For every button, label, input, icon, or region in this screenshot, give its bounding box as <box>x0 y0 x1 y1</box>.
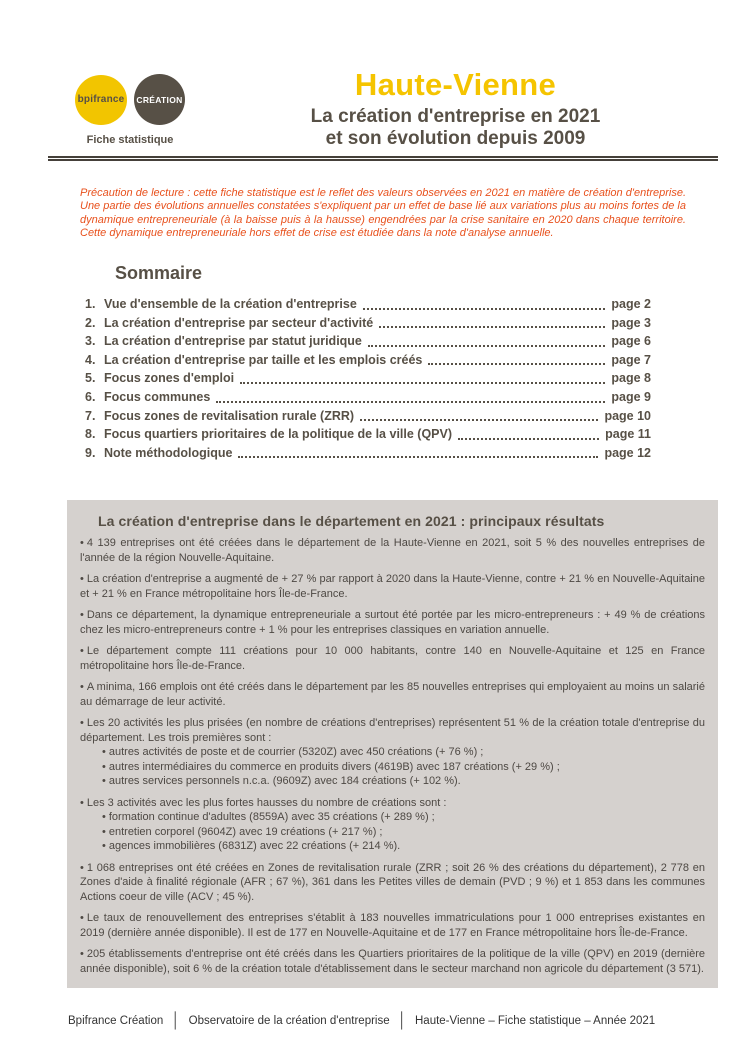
result-bullet-text: 1 068 entreprises ont été créées en Zones de revitalisation rurale (ZRR ; soit 26 % des créations du département), 2 778 en Zones d'aide à finalité régionale (AFR ; 67 %), 361 dans les Petites villes de demain (PVD ; 9 %) et 1 853 dans les communes Actions coeur de ville (ACV ; 45 %). <box>80 861 705 903</box>
bpifrance-logo-icon <box>75 75 127 125</box>
bullet-marker: • <box>102 825 106 838</box>
bullet-marker: • <box>80 573 84 585</box>
toc-dot-leader <box>425 351 608 370</box>
toc-item-page: page 8 <box>611 371 651 386</box>
bullet-marker: • <box>80 681 84 693</box>
toc-item-label: Focus quartiers prioritaires de la politique de la ville (QPV) <box>104 427 453 442</box>
page-subtitle <box>228 106 683 149</box>
toc-item-number: 8. <box>85 427 96 442</box>
toc-item-label: La création d'entreprise par taille et les emplois créés <box>104 352 423 367</box>
sub-bullet <box>102 745 705 760</box>
toc-dot-leader <box>376 314 608 333</box>
bullet-marker: • <box>80 948 84 960</box>
result-bullet-text: La création d'entreprise a augmenté de + 27 % par rapport à 2020 dans la Haute-Vienne, contre + 21 % en Nouvelle-Aquitaine et + 21 % en France métropolitaine hors Île-de-France. <box>80 573 705 600</box>
result-bullet-4 <box>80 644 705 673</box>
bullet-marker: • <box>80 912 84 924</box>
toc-item-number: 9. <box>85 445 96 460</box>
toc-item-page: page 6 <box>611 334 651 349</box>
toc-item-1[interactable] <box>85 295 651 314</box>
footer-source: Observatoire de la création d'entreprise <box>188 1014 390 1027</box>
sub-bullet <box>102 825 705 840</box>
toc-item-page: page 12 <box>604 445 651 460</box>
result-bullet-5 <box>80 680 705 709</box>
creation-logo-text: CRÉATION <box>136 94 183 105</box>
bullet-marker: • <box>80 861 84 874</box>
toc-item-4[interactable] <box>85 351 651 370</box>
toc-item-label: Vue d'ensemble de la création d'entreprise <box>104 297 357 311</box>
result-bullet-text: Le taux de renouvellement des entreprises s'établit à 183 nouvelles immatriculations pour 1 000 entreprises existantes en 2019 (dernière année disponible). Il est de 177 en Nouvelle-Aquitaine et de 177 en France métropolitaine hors Île-de-France. <box>80 912 705 939</box>
results-heading: La création d'entreprise dans le département en 2021 : principaux résultats <box>98 513 605 529</box>
result-bullet-8 <box>80 861 705 905</box>
toc-item-page: page 10 <box>604 408 651 423</box>
result-bullet-7-sublist <box>102 810 705 854</box>
result-bullet-text: A minima, 166 emplois ont été créés dans le département par les 85 nouvelles entreprises qui employaient au moins un salarié au démarrage de leur activité. <box>80 681 705 708</box>
toc-item-2[interactable] <box>85 314 651 333</box>
toc-item-label: Focus zones de revitalisation rurale (ZRR) <box>104 408 355 423</box>
bullet-marker: • <box>102 840 106 852</box>
result-bullet-text: Les 20 activités les plus prisées (en nombre de créations d'entreprises) représentent 51 % de la création totale d'entreprise du département. Les trois premières sont : <box>80 717 705 744</box>
sub-bullet-text: entretien corporel (9604Z) avec 19 créations (+ 217 %) ; <box>108 825 383 838</box>
key-results-box <box>67 500 718 988</box>
sub-bullet <box>102 839 705 854</box>
toc-item-label: Focus zones d'emploi <box>104 371 235 386</box>
toc-dot-leader <box>365 332 609 351</box>
toc-item-3[interactable] <box>85 332 651 351</box>
toc-item-label: Focus communes <box>104 389 211 404</box>
toc-dot-leader <box>360 295 609 314</box>
logo-caption: Fiche statistique <box>86 134 174 146</box>
result-bullet-text: Le département compte 111 créations pour 10 000 habitants, contre 140 en Nouvelle-Aquitaine et 125 en France métropolitaine hors Île-de-France. <box>80 645 705 672</box>
result-bullet-3 <box>80 608 705 637</box>
toc-dot-leader <box>455 425 602 444</box>
toc-item-label: La création d'entreprise par secteur d'activité <box>104 315 374 330</box>
toc-item-number: 4. <box>85 352 96 367</box>
logo-circles <box>66 74 194 125</box>
toc-item-number: 5. <box>85 371 96 386</box>
bullet-marker: • <box>80 796 84 809</box>
sub-bullet-text: autres intermédiaires du commerce en produits divers (4619B) avec 187 créations (+ 29 %) ; <box>108 760 560 773</box>
toc-item-label: La création d'entreprise par statut juridique <box>104 334 362 349</box>
toc-item-page: page 7 <box>611 352 651 367</box>
table-of-contents <box>85 263 651 462</box>
sub-bullet <box>102 810 705 825</box>
bullet-marker: • <box>80 537 84 549</box>
toc-item-number: 2. <box>85 315 96 330</box>
result-bullet-9 <box>80 911 705 940</box>
toc-item-label: Note méthodologique <box>104 445 233 460</box>
toc-item-number: 3. <box>85 334 96 349</box>
page-header <box>0 68 750 160</box>
subtitle-line-1: La création d'entreprise en 2021 <box>310 106 601 127</box>
reading-precaution-note: Précaution de lecture : cette fiche statistique est le reflet des valeurs observées en 2021 en matière de création d'entreprise. Une partie des évolutions annuelles constatées s'expliquent par un effet de base lié aux variations plus au moins fortes de la dynamique entrepreneuriale (à la baisse puis à la hausse) engendrées par la crise sanitaire en 2020 dans chaque territoire. Cette dynamique entrepreneuriale hors effet de crise est étudiée dans la note d'analyse annuelle. <box>80 187 686 239</box>
footer-separator: │ <box>171 1012 181 1029</box>
bullet-marker: • <box>102 760 106 773</box>
result-bullet-text: 205 établissements d'entreprise ont été créés dans les Quartiers prioritaires de la politique de la ville (QPV) en 2019 (dernière année disponible), soit 6 % de la création totale d'établissement dans le secteur marchand non agricole du département (3 571). <box>80 948 705 975</box>
toc-item-page: page 2 <box>611 297 651 311</box>
toc-item-5[interactable] <box>85 369 651 388</box>
result-bullet-text: Les 3 activités avec les plus fortes hausses du nombre de créations sont : <box>86 796 447 809</box>
toc-item-9[interactable] <box>85 444 651 463</box>
result-bullet-7 <box>80 796 705 811</box>
subtitle-line-2: et son évolution depuis 2009 <box>325 127 586 149</box>
toc-item-7[interactable] <box>85 407 651 426</box>
result-bullet-text: Dans ce département, la dynamique entrepreneuriale a surtout été portée par les micro-entrepreneurs : + 49 % de créations chez les micro-entrepreneurs contre + 1 % pour les entreprises classiques en variation annuelle. <box>80 609 705 636</box>
toc-dot-leader <box>357 407 601 426</box>
result-bullet-6-sublist <box>102 745 705 789</box>
footer-publisher: Bpifrance Création <box>68 1014 164 1027</box>
bullet-marker: • <box>102 746 106 758</box>
footer-document-title: Haute-Vienne – Fiche statistique – Année 2021 <box>415 1014 656 1027</box>
toc-dot-leader <box>235 444 601 463</box>
toc-item-page: page 11 <box>605 427 651 442</box>
result-bullet-1 <box>80 536 705 565</box>
toc-heading: Sommaire <box>115 263 203 283</box>
toc-item-number: 1. <box>85 297 96 311</box>
sub-bullet-text: autres activités de poste et de courrier (5320Z) avec 450 créations (+ 76 %) ; <box>108 746 484 758</box>
header-divider <box>48 156 718 161</box>
creation-logo-icon <box>134 74 185 125</box>
bullet-marker: • <box>102 775 106 787</box>
result-bullet-10 <box>80 947 705 976</box>
bullet-marker: • <box>80 717 84 729</box>
toc-item-number: 7. <box>85 408 96 423</box>
toc-dot-leader <box>237 369 608 388</box>
footer-separator: │ <box>397 1012 407 1029</box>
toc-item-page: page 9 <box>611 389 651 404</box>
result-bullet-2 <box>80 572 705 601</box>
page-footer <box>68 1012 708 1029</box>
toc-item-number: 6. <box>85 389 96 404</box>
sub-bullet <box>102 760 705 775</box>
toc-item-page: page 3 <box>611 315 651 330</box>
brand-logo-block <box>66 74 194 146</box>
sub-bullet-text: autres services personnels n.c.a. (9609Z) avec 184 créations (+ 102 %). <box>108 775 461 787</box>
title-block <box>228 68 683 149</box>
sub-bullet-text: agences immobilières (6831Z) avec 22 créations (+ 214 %). <box>108 840 401 852</box>
sub-bullet <box>102 774 705 789</box>
result-bullet-6 <box>80 716 705 745</box>
bpifrance-logo-text: bpifrance <box>77 94 125 105</box>
bullet-marker: • <box>80 609 84 621</box>
toc-item-6[interactable] <box>85 388 651 407</box>
toc-item-8[interactable] <box>85 425 651 444</box>
bullet-marker: • <box>102 811 106 823</box>
sub-bullet-text: formation continue d'adultes (8559A) avec 35 créations (+ 289 %) ; <box>108 811 435 823</box>
result-bullet-text: 4 139 entreprises ont été créées dans le département de la Haute-Vienne en 2021, soit 5 % des nouvelles entreprises de l'année de la région Nouvelle-Aquitaine. <box>80 537 705 564</box>
bullet-marker: • <box>80 645 84 657</box>
page-title: Haute-Vienne <box>354 67 557 102</box>
toc-dot-leader <box>213 388 608 407</box>
